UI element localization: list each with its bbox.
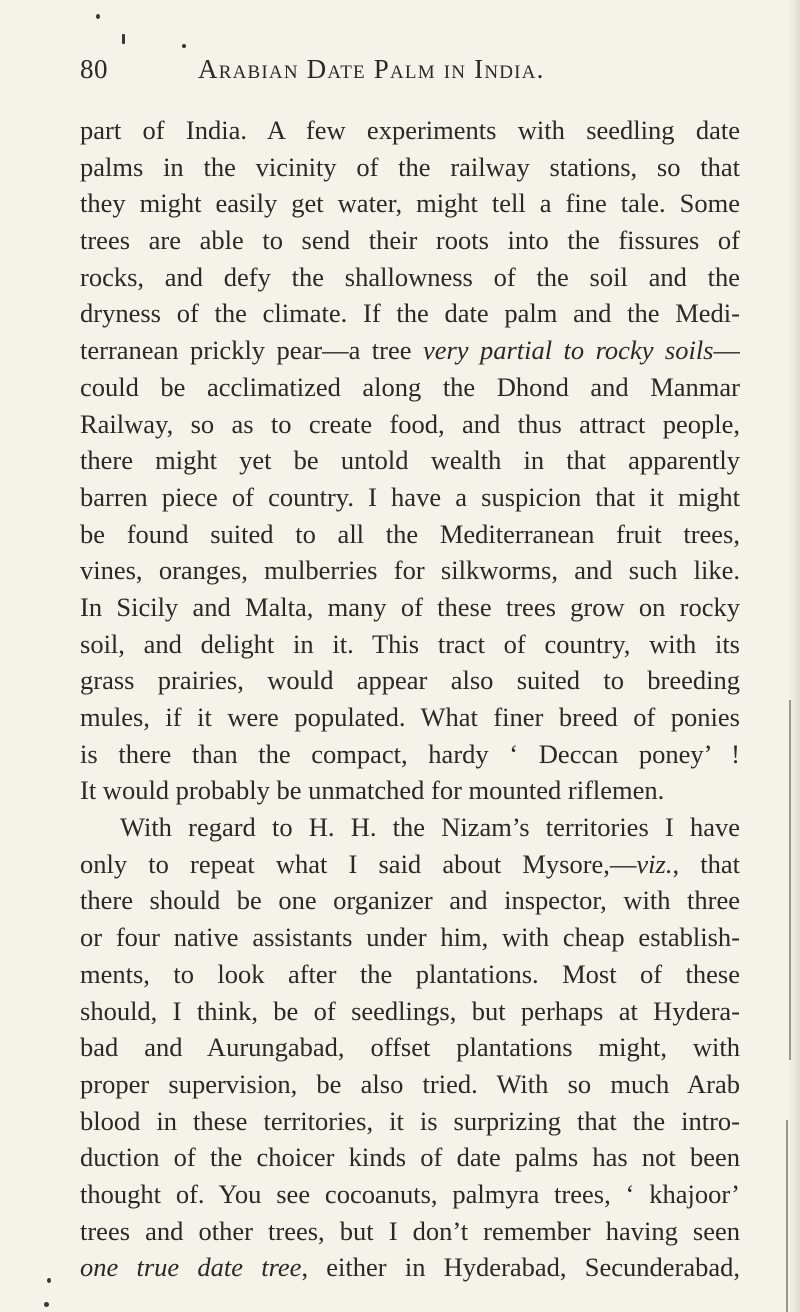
text-line — [80, 406, 740, 443]
italic-text: one true date tree — [80, 1252, 302, 1283]
text-segment: vines, oranges, mulberries for silkworms, and such like. — [80, 555, 740, 586]
text-line — [80, 369, 740, 406]
italic-text: very partial to rocky soils — [422, 335, 714, 366]
text-segment: part of India. A few experiments with seedling date — [80, 115, 740, 145]
text-line — [80, 295, 740, 332]
text-line — [80, 846, 740, 883]
text-line — [80, 1139, 740, 1176]
body-text — [80, 112, 740, 1286]
text-line — [80, 1249, 740, 1286]
text-segment: trees are able to send their roots into the fissures of — [80, 225, 740, 256]
text-segment: should, I think, be of seedlings, but perhaps at Hydera- — [80, 995, 740, 1026]
text-segment: terranean prickly pear—a tree — [80, 335, 423, 366]
print-speck — [122, 34, 125, 44]
text-segment: rocks, and defy the shallowness of the soil and the — [80, 261, 740, 292]
text-segment: bad and Aurungabad, offset plantations might, with — [80, 1032, 740, 1063]
text-segment: mules, if it were populated. What finer breed of ponies — [80, 702, 740, 732]
text-segment: duction of the choicer kinds of date palms has not been — [80, 1142, 740, 1173]
text-segment: only to repeat what I said about Mysore,— — [80, 848, 637, 879]
text-line — [80, 956, 740, 993]
print-speck — [182, 44, 186, 48]
text-segment: soil, and delight in it. This tract of country, with its — [80, 628, 740, 659]
text-segment: trees and other trees, but I don’t remember having seen — [80, 1215, 740, 1246]
text-line — [80, 332, 740, 369]
text-line — [80, 772, 740, 809]
text-line — [80, 809, 740, 846]
text-segment: there might yet be untold wealth in that apparently — [80, 445, 740, 476]
text-segment: barren piece of country. I have a suspicion that it might — [80, 481, 740, 512]
text-segment: ments, to look after the plantations. Most of these — [80, 958, 740, 989]
text-line — [80, 259, 740, 296]
italic-text: viz. — [636, 848, 673, 879]
text-line — [80, 993, 740, 1030]
text-segment: or four native assistants under him, with cheap establish- — [80, 922, 740, 953]
page-header — [80, 54, 740, 94]
page-number: 80 — [80, 54, 108, 84]
text-line — [80, 589, 740, 626]
page-edge-line — [789, 700, 791, 1060]
text-line — [80, 442, 740, 479]
text-segment: be found suited to all the Mediterranean fruit trees, — [80, 518, 740, 549]
print-speck — [44, 1302, 49, 1307]
text-segment: Railway, so as to create food, and thus attract people, — [80, 408, 740, 439]
running-title: Arabian Date Palm in India. — [198, 54, 545, 84]
text-line — [80, 699, 740, 736]
text-line — [80, 112, 740, 149]
text-line — [80, 479, 740, 516]
text-segment: blood in these territories, it is surprizing that the intro- — [80, 1105, 740, 1136]
text-segment: — — [713, 335, 740, 366]
text-line — [80, 1029, 740, 1066]
text-segment: could be acclimatized along the Dhond and Manmar — [80, 371, 740, 402]
text-segment: thought of. You see cocoanuts, palmyra trees, ‘ khajoor’ — [80, 1178, 740, 1209]
text-segment: dryness of the climate. If the date palm and the Medi- — [80, 298, 740, 329]
text-line — [80, 552, 740, 589]
text-line — [80, 1213, 740, 1250]
text-segment: In Sicily and Malta, many of these trees grow on rocky — [80, 591, 740, 622]
text-line — [80, 1066, 740, 1103]
text-line — [80, 662, 740, 699]
text-line — [80, 185, 740, 222]
text-line — [80, 736, 740, 773]
text-segment: there should be one organizer and inspector, with three — [80, 885, 740, 916]
text-line — [80, 919, 740, 956]
text-segment: It would probably be unmatched for mounted riflemen. — [80, 775, 665, 806]
text-segment: proper supervision, be also tried. With so much Arab — [80, 1068, 740, 1099]
text-segment: is there than the compact, hardy ‘ Deccan poney’ ! — [80, 738, 740, 769]
text-line — [80, 516, 740, 553]
text-line — [80, 626, 740, 663]
text-segment: With regard to H. H. the Nizam’s territories I have — [120, 812, 740, 843]
text-line — [80, 149, 740, 186]
text-segment: they might easily get water, might tell a fine tale. Some — [80, 188, 740, 219]
text-line — [80, 882, 740, 919]
text-segment: , that — [672, 848, 740, 879]
text-line — [80, 222, 740, 259]
text-line — [80, 1103, 740, 1140]
page-edge-shadow — [788, 0, 800, 1312]
text-segment: palms in the vicinity of the railway stations, so that — [80, 151, 740, 182]
page-edge-line — [786, 1120, 788, 1312]
text-line — [80, 1176, 740, 1213]
text-segment: grass prairies, would appear also suited to breeding — [80, 665, 740, 696]
print-speck — [47, 1278, 51, 1283]
print-speck — [96, 14, 100, 19]
text-segment: , either in Hyderabad, Secunderabad, — [301, 1252, 740, 1283]
